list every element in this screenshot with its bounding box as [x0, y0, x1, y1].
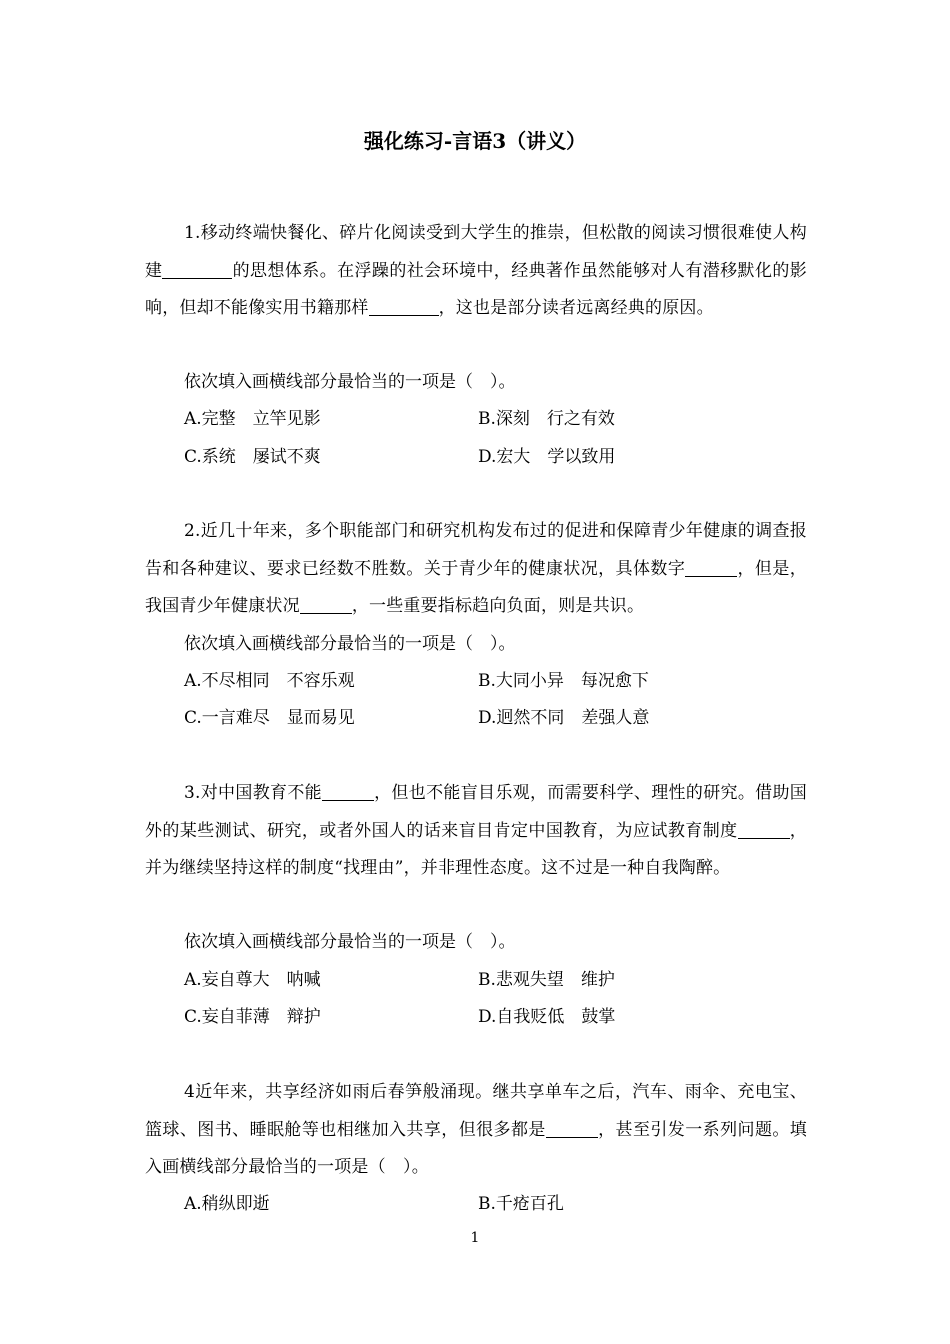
q4-blank-1: [546, 1117, 598, 1138]
q1-blank-1: [162, 258, 232, 279]
q2-option-b: B.大同小异 每况愈下: [478, 671, 649, 691]
q1-text-2: 的思想体系。在浮躁的社会环境中，经典著作虽然能够对人有潜移默化的影响，但却不能像实用书籍那样: [145, 260, 807, 318]
q1-blank-2: [369, 295, 439, 316]
q3-text-3: ，并为继续坚持这样的制度“找理由”，并非理性态度。这不过是一种自我陶醉。: [145, 820, 807, 878]
q3-text-1: 3.对中国教育不能: [184, 783, 322, 803]
q1-text-3: ，这也是部分读者远离经典的原因。: [438, 298, 714, 318]
q2-text-3: ，一些重要指标趋向负面，则是共识。: [351, 596, 645, 616]
q3-option-b: B.悲观失望 维护: [478, 970, 615, 990]
q1-option-b: B.深刻 行之有效: [478, 409, 615, 429]
q3-option-d: D.自我贬低 鼓掌: [478, 1007, 616, 1027]
q4-text-1: 4近年来，共享经济如雨后春笋般涌现。继共享单车之后，汽车、雨伞、充电宝、篮球、图书、睡眠舱等也相继加入共享，但很多都是: [145, 1082, 807, 1140]
question-3-stem: [145, 775, 807, 888]
q2-blank-1: [685, 556, 737, 577]
q1-option-a: A.完整 立竿见影: [184, 409, 321, 429]
q2-prompt: 依次填入画横线部分最恰当的一项是（ ）。: [184, 634, 516, 654]
q4-option-b: B.千疮百孔: [478, 1194, 564, 1214]
q3-option-c: C.妄自菲薄 辩护: [184, 1007, 321, 1027]
q4-option-a: A.稍纵即逝: [184, 1194, 270, 1214]
question-4-stem: [145, 1074, 807, 1187]
q3-option-a: A.妄自尊大 呐喊: [184, 970, 321, 990]
q3-prompt: 依次填入画横线部分最恰当的一项是（ ）。: [184, 932, 516, 952]
page-title: 强化练习-言语3（讲义）: [363, 129, 587, 153]
q1-prompt: 依次填入画横线部分最恰当的一项是（ ）。: [184, 372, 516, 392]
q2-blank-2: [300, 593, 352, 614]
q2-option-a: A.不尽相同 不容乐观: [184, 671, 355, 691]
question-1-stem: [145, 215, 807, 328]
page-number: 1: [470, 1230, 480, 1246]
q2-text-2: ，但是，我国青少年健康状况: [145, 558, 807, 616]
q1-option-c: C.系统 屡试不爽: [184, 447, 321, 467]
q2-option-d: D.迥然不同 差强人意: [478, 708, 650, 728]
q1-text-1: 1.移动终端快餐化、碎片化阅读受到大学生的推崇，但松散的阅读习惯很难使人构建: [145, 223, 807, 281]
q2-text-1: 2.近几十年来，多个职能部门和研究机构发布过的促进和保障青少年健康的调查报告和各种建议、要求已经数不胜数。关于青少年的健康状况，具体数字: [145, 521, 807, 579]
q3-blank-1: [322, 780, 374, 801]
q3-text-2: ，但也不能盲目乐观，而需要科学、理性的研究。借助国外的某些测试、研究，或者外国人的话来盲目肯定中国教育，为应试教育制度: [145, 783, 807, 841]
question-2-stem: [145, 513, 807, 626]
q1-option-d: D.宏大 学以致用: [478, 447, 616, 467]
q4-text-2: ，甚至引发一系列问题。填入画横线部分最恰当的一项是（ ）。: [145, 1119, 807, 1177]
q2-option-c: C.一言难尽 显而易见: [184, 708, 355, 728]
q3-blank-2: [738, 818, 790, 839]
